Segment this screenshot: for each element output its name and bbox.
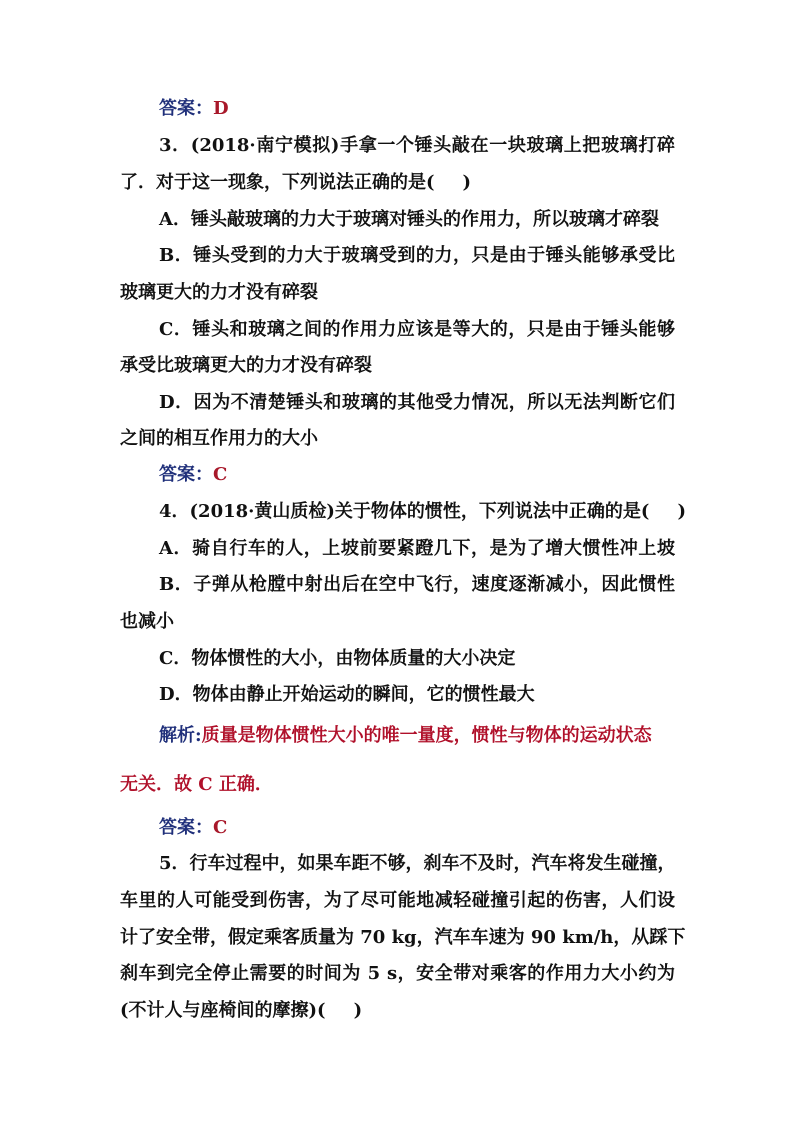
answer-value: C	[213, 817, 228, 838]
answer-value: D	[213, 98, 229, 119]
q4-stem-text: 4．(2018·黄山质检)关于物体的惯性，下列说法中正确的是(	[159, 501, 650, 522]
q5-stem-text: (不计人与座椅间的摩擦)(	[120, 1000, 326, 1021]
answer-q3	[159, 463, 227, 487]
q5-stem-line5	[120, 999, 362, 1023]
q4-option-c: C．物体惯性的大小，由物体质量的大小决定	[159, 648, 516, 669]
q3-option-a: A．锤头敲玻璃的力大于玻璃对锤头的作用力，所以玻璃才碎裂	[159, 209, 659, 230]
q4-analysis-line1	[159, 724, 652, 748]
analysis-label: 解析:	[159, 725, 202, 746]
analysis-text: 质量是物体惯性大小的唯一量度，惯性与物体的运动状态	[201, 725, 652, 746]
q4-option-b-line1: B．子弹从枪膛中射出后在空中飞行，速度逐渐减小，因此惯性	[159, 574, 675, 595]
answer-label: 答案：	[159, 464, 213, 485]
q3-option-b-line2: 玻璃更大的力才没有碎裂	[120, 282, 318, 303]
answer-q4	[159, 816, 227, 840]
q3-option-d-line1: D．因为不清楚锤头和玻璃的其他受力情况，所以无法判断它们	[159, 392, 675, 413]
q3-stem-line2	[120, 171, 471, 195]
q3-option-c-line2: 承受比玻璃更大的力才没有碎裂	[120, 355, 372, 376]
close-paren: )	[677, 501, 686, 522]
q3-option-c-line1: C．锤头和玻璃之间的作用力应该是等大的，只是由于锤头能够	[159, 319, 675, 340]
q3-option-b-line1: B．锤头受到的力大于玻璃受到的力，只是由于锤头能够承受比	[159, 245, 675, 266]
answer-value: C	[213, 464, 228, 485]
answer-label: 答案：	[159, 98, 213, 119]
q4-option-a: A．骑自行车的人，上坡前要紧蹬几下，是为了增大惯性冲上坡	[159, 538, 675, 559]
q3-stem-text: 了．对于这一现象，下列说法正确的是(	[120, 172, 435, 193]
q4-stem	[159, 500, 686, 524]
answer-q2	[159, 97, 229, 121]
q4-option-d: D．物体由静止开始运动的瞬间，它的惯性最大	[159, 684, 535, 705]
q3-option-d-line2: 之间的相互作用力的大小	[120, 428, 318, 449]
q5-stem-line2: 车里的人可能受到伤害，为了尽可能地减轻碰撞引起的伤害，人们设	[120, 890, 675, 911]
q4-option-b-line2: 也减小	[120, 611, 174, 632]
q5-stem-line4: 刹车到完全停止需要的时间为 5 s，安全带对乘客的作用力大小约为	[120, 963, 675, 984]
q5-stem-line3: 计了安全带，假定乘客质量为 70 kg，汽车车速为 90 km/h，从踩下	[120, 927, 686, 948]
close-paren: )	[353, 1000, 363, 1021]
q3-stem-line1: 3．(2018·南宁模拟)手拿一个锤头敲在一块玻璃上把玻璃打碎	[159, 135, 675, 156]
q5-stem-line1: 5．行车过程中，如果车距不够，刹车不及时，汽车将发生碰撞，	[159, 853, 676, 874]
close-paren: )	[462, 172, 472, 193]
q4-analysis-line2: 无关．故 C 正确．	[120, 774, 273, 795]
answer-label: 答案：	[159, 817, 213, 838]
